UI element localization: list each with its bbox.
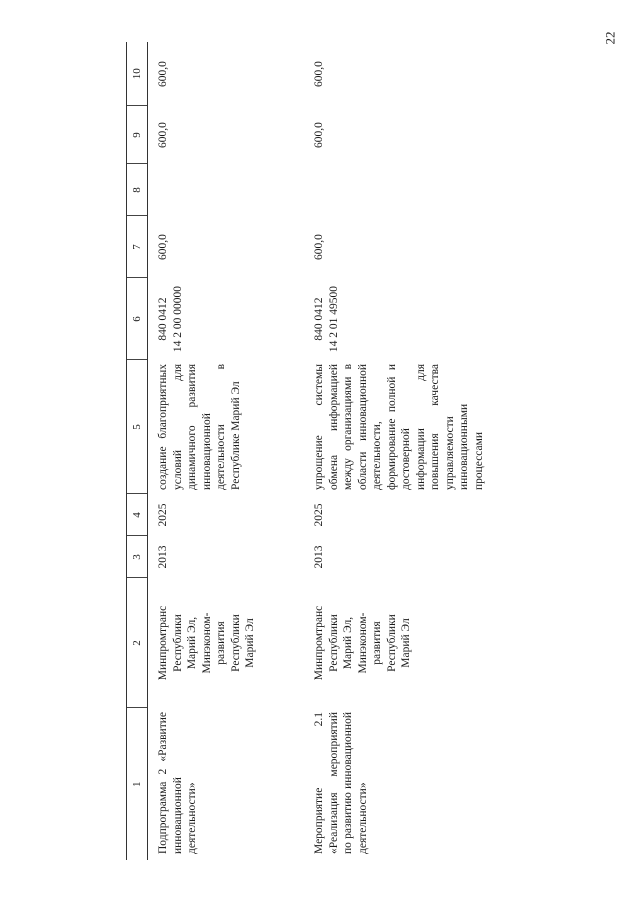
executor-cell (304, 578, 486, 708)
col-header-9: 9 (127, 106, 148, 164)
col-header-1: 1 (127, 708, 148, 860)
col-header-8: 8 (127, 164, 148, 216)
executor-line: развития (215, 621, 227, 665)
amount-col9-cell: 600,0 (313, 122, 325, 148)
executor-line: Марий Эл, (186, 616, 198, 670)
program-name-cell: Мероприятие 2.1 «Реализация мероприятий по развитию инновационной деятельности» (313, 712, 369, 854)
expected-result-cell: упрощение системы обмена информацией между организациями в области инновационной деятельности, формирование полной и достоверной информации для повышения качества управляемости инновационными процессами (313, 364, 485, 490)
executor-line: Республики (385, 614, 398, 672)
executor-line: Республики (327, 614, 340, 672)
end-year-cell: 2025 (157, 503, 169, 527)
col-header-10: 10 (127, 42, 148, 106)
executor-line: Марий Эл (400, 618, 412, 668)
table-row-measure (304, 42, 486, 860)
executor-line: Марий Эл, (342, 616, 354, 670)
budget-code-line: 14 2 01 49500 (327, 285, 340, 353)
executor-line: Минэконом- (200, 612, 213, 674)
amount-col8-cell (148, 164, 305, 216)
budget-code-line: 840 0412 (157, 297, 169, 341)
col-header-3: 3 (127, 536, 148, 578)
page-number: 22 (602, 31, 618, 45)
program-name-cell: Подпрограмма 2 «Развитие инновационной деятельности» (157, 712, 198, 854)
amount-col7-cell: 600,0 (313, 234, 325, 260)
expected-result-cell: создание благоприятных условий для динамичного развития инновационной деятельности в Республике Марий Эл (157, 364, 242, 490)
executor-cell (148, 578, 305, 708)
header-row (127, 42, 148, 860)
table-row-subprogram (148, 42, 305, 860)
amount-col7-cell: 600,0 (157, 234, 169, 260)
start-year-cell: 2013 (313, 545, 325, 569)
start-year-cell: 2013 (157, 545, 169, 569)
rotated-table-container (126, 42, 626, 860)
executor-line: Республики (171, 614, 184, 672)
col-header-5: 5 (127, 360, 148, 494)
amount-col10-cell: 600,0 (313, 61, 325, 87)
budget-code-line: 14 2 00 00000 (171, 285, 184, 353)
budget-code-cell (148, 278, 305, 360)
executor-line: Республики (229, 614, 242, 672)
col-header-7: 7 (127, 216, 148, 278)
col-header-4: 4 (127, 494, 148, 536)
executor-line: Минпромтранс (157, 605, 169, 681)
executor-line: Минэконом- (356, 612, 369, 674)
amount-col8-cell (304, 164, 486, 216)
amount-col10-cell: 600,0 (157, 61, 169, 87)
executor-line: Минпромтранс (313, 605, 325, 681)
col-header-6: 6 (127, 278, 148, 360)
col-header-2: 2 (127, 578, 148, 708)
budget-code-cell (304, 278, 486, 360)
budget-table (126, 42, 486, 860)
budget-code-line: 840 0412 (313, 297, 325, 341)
executor-line: Марий Эл (244, 618, 256, 668)
end-year-cell: 2025 (313, 503, 325, 527)
executor-line: развития (371, 621, 383, 665)
amount-col9-cell: 600,0 (157, 122, 169, 148)
